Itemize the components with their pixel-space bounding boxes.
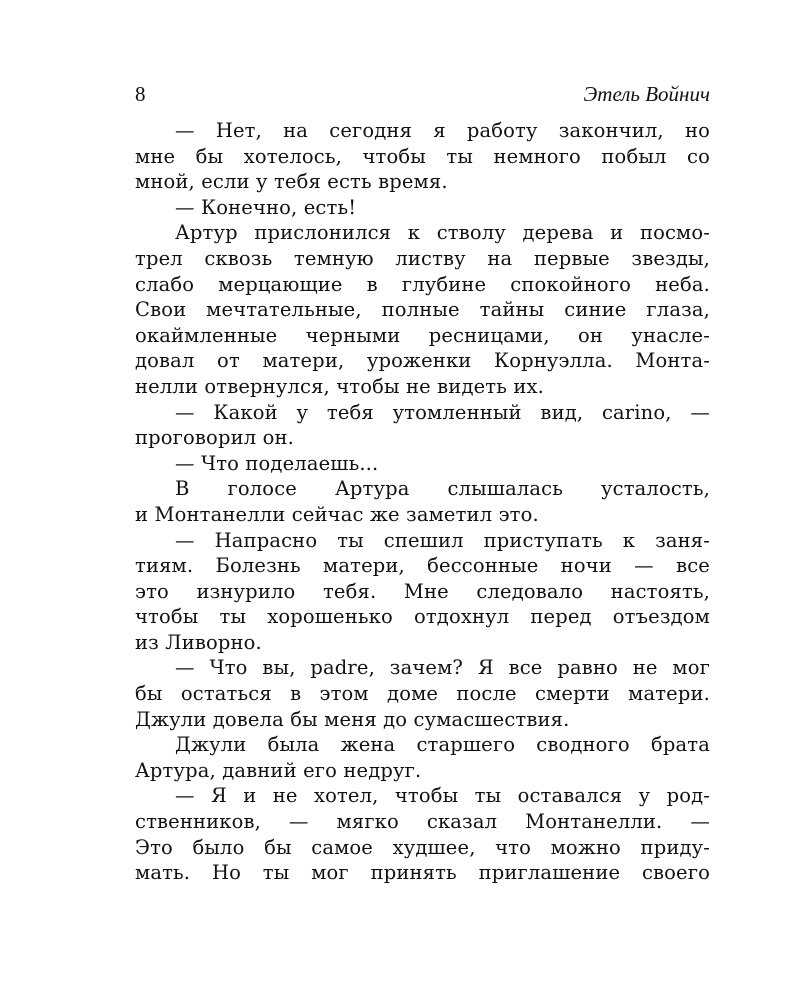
text-line: слабо мерцающие в глубине спокойного неба.: [135, 272, 710, 296]
running-head-author: Этель Войнич: [583, 82, 710, 106]
text-line: — Какой у тебя утомленный вид, carino, —: [175, 400, 710, 424]
text-line: мне бы хотелось, чтобы ты немного побыл со: [135, 144, 710, 168]
text-line: из Ливорно.: [135, 630, 262, 654]
text-line: — Я и не хотел, чтобы ты оставался у род-: [175, 784, 710, 808]
page-number: 8: [135, 82, 146, 106]
text-line: — Конечно, есть!: [175, 195, 357, 219]
text-line: трел сквозь темную листву на первые звезды,: [135, 246, 710, 270]
text-line: Свои мечтательные, полные тайны синие глаза,: [135, 298, 710, 322]
text-line: бы остаться в этом доме после смерти матери.: [135, 682, 710, 706]
text-line: — Нет, на сегодня я работу закончил, но: [175, 119, 710, 142]
text-line: и Монтанелли сейчас же заметил это.: [135, 502, 539, 526]
text-line: это изнурило тебя. Мне следовало настоять,: [135, 579, 710, 603]
text-line: проговорил он.: [135, 426, 294, 450]
text-line: мной, если у тебя есть время.: [135, 170, 448, 194]
text-line: довал от матери, уроженки Корнуэлла. Монта-: [135, 349, 710, 373]
page-header: [135, 82, 710, 110]
text-line: ственников, — мягко сказал Монтанелли. —: [135, 810, 710, 834]
text-line: чтобы ты хорошенько отдохнул перед отъездом: [135, 605, 710, 629]
text-line: Артура, давний его недруг.: [135, 758, 422, 782]
text-line: мать. Но ты мог принять приглашение своего: [135, 861, 710, 885]
text-line: окаймленные черными ресницами, он унасле-: [135, 323, 710, 347]
text-line: — Напрасно ты спешил приступать к заня-: [175, 528, 710, 552]
body-text: [135, 118, 710, 886]
text-line: — Что поделаешь...: [175, 451, 379, 475]
text-line: Артур прислонился к стволу дерева и посмо-: [175, 221, 710, 245]
text-line: нелли отвернулся, чтобы не видеть их.: [135, 374, 544, 398]
text-line: — Что вы, padre, зачем? Я все равно не мог: [175, 656, 710, 680]
text-line: Это было бы самое худшее, что можно приду-: [135, 835, 710, 859]
text-line: Джули довела бы меня до сумасшествия.: [135, 707, 570, 731]
text-line: тиям. Болезнь матери, бессонные ночи — все: [135, 554, 710, 578]
text-line: Джули была жена старшего сводного брата: [175, 733, 710, 757]
text-line: В голосе Артура слышалась усталость,: [175, 477, 710, 501]
